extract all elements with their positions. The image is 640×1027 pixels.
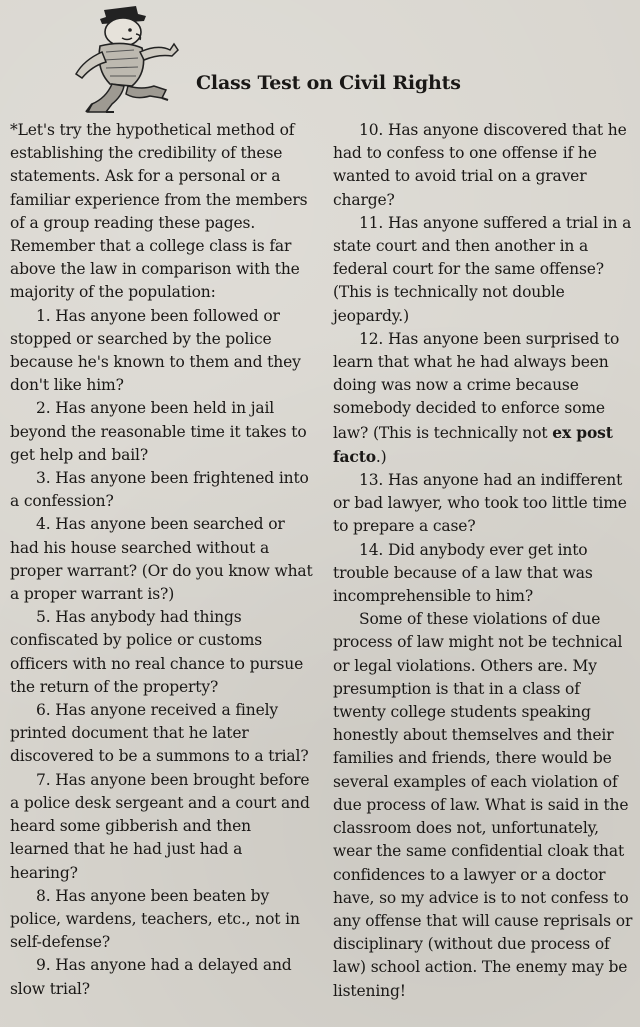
question-12	[333, 328, 633, 469]
question-2: 2. Has anyone been held in jail beyond the reasonable time it takes to get help and bail?	[10, 399, 307, 464]
right-column	[333, 119, 633, 1003]
question-11: 11. Has anyone suffered a trial in a state court and then another in a federal court for the same offense? (This is technically not double jeopardy.)	[333, 213, 632, 325]
intro-paragraph: *Let's try the hypothetical method of establishing the credibility of these statements. Ask for a personal or a familiar experience from the members of a group reading these pages. Remember that a college class is far above the law in comparison with the majority of the population:	[10, 121, 308, 302]
question-5: 5. Has anybody had things confiscated by police or customs officers with no real chance to pursue the return of the property?	[10, 608, 304, 696]
question-9: 9. Has anyone had a delayed and slow trial?	[10, 956, 292, 998]
question-4: 4. Has anyone been searched or had his house searched without a proper warrant? (Or do you know what a proper warrant is?)	[10, 515, 313, 604]
question-6: 6. Has anyone received a finely printed document that he later discovered to be a summons to a trial?	[10, 701, 309, 766]
question-7: 7. Has anyone been brought before a police desk sergeant and a court and heard some gibberish and then learned that he had just had a hearing?	[10, 770, 310, 882]
running-man-cartoon-icon	[66, 0, 186, 118]
page-title: Class Test on Civil Rights	[196, 72, 461, 94]
left-column	[10, 119, 314, 1001]
question-10: 10. Has anyone discovered that he had to confess to one offense if he wanted to avoid trial on a graver charge?	[333, 121, 627, 209]
question-1: 1. Has anyone been followed or stopped or searched by the police because he's known to them and they don't like him?	[10, 306, 301, 395]
question-13: 13. Has anyone had an indifferent or bad lawyer, who took too little time to prepare a case?	[333, 471, 627, 536]
question-12-text: 12. Has anyone been surprised to learn that what he had always been doing was now a crime because somebody decided to enforce some law? (This is technically not	[333, 329, 620, 442]
question-8: 8. Has anyone been beaten by police, wardens, teachers, etc., not in self-defense?	[10, 886, 300, 952]
question-12-end: .)	[375, 447, 387, 466]
question-3: 3. Has anyone been frightened into a confession?	[10, 469, 309, 511]
question-14: 14. Did anybody ever get into trouble because of a law that was incomprehensible to him?	[333, 540, 593, 606]
closing-paragraph: Some of these violations of due process of law might not be technical or legal violations. Others are. My presumption is that in a class of twenty college students speaking honestly about themselves and their families and friends, there would be several examples of each violation of due process of law. What is said in the classroom does not, unfortunately, wear the same confidential cloak that confidences to a lawyer or a doctor have, so my advice is to not confess to any offense that will cause reprisals or disciplinary (without due process of law) school action. The enemy may be listening!	[333, 610, 633, 1000]
ex-post-facto-term: ex post facto	[333, 422, 613, 466]
